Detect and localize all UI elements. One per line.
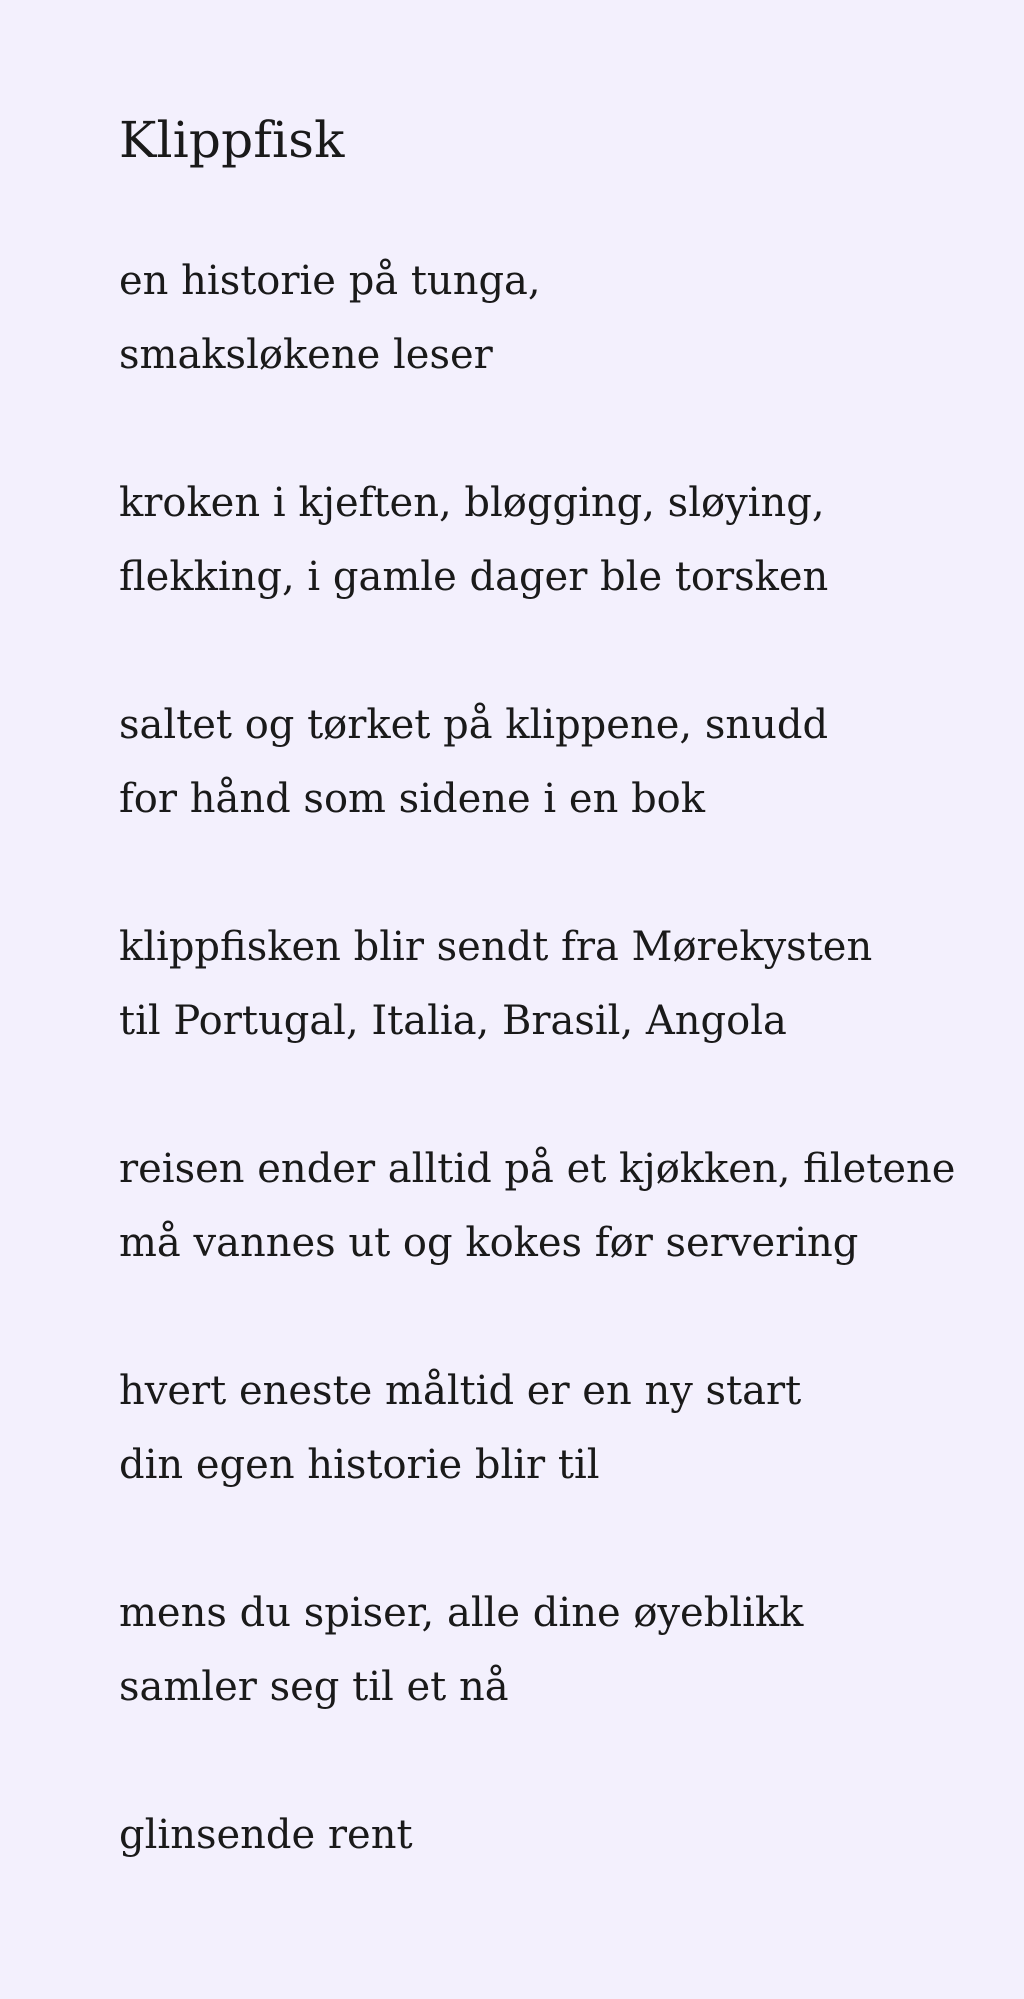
poem-line: en historie på tunga, [119,258,541,304]
poem-line: mens du spiser, alle dine øyeblikk [119,1590,804,1636]
poem-line: klippfisken blir sendt fra Mørekysten [119,924,873,970]
stanza-3 [119,688,1024,836]
poem-line: kroken i kjeften, bløgging, sløying, [119,480,825,526]
poem-line: din egen historie blir til [119,1442,600,1488]
stanza-5 [119,1132,1024,1280]
poem-line: må vannes ut og kokes før servering [119,1220,859,1266]
poem-line: reisen ender alltid på et kjøkken, filetene [119,1146,956,1192]
poem-line: for hånd som sidene i en bok [119,776,705,822]
poem-line: samler seg til et nå [119,1664,509,1710]
poem-line: smaksløkene leser [119,332,493,378]
poem-title: Klippfisk [119,111,345,169]
poem-line: flekking, i gamle dager ble torsken [119,554,829,600]
stanza-4 [119,910,1024,1058]
stanza-6 [119,1354,1024,1502]
stanza-2 [119,466,1024,614]
stanza-8 [119,1798,1024,1872]
poem-line: til Portugal, Italia, Brasil, Angola [119,998,787,1044]
poem-line: saltet og tørket på klippene, snudd [119,702,829,748]
stanza-7 [119,1576,1024,1724]
poem-line: hvert eneste måltid er en ny start [119,1368,802,1414]
poem-line: glinsende rent [119,1812,413,1858]
stanza-1 [119,244,1024,392]
